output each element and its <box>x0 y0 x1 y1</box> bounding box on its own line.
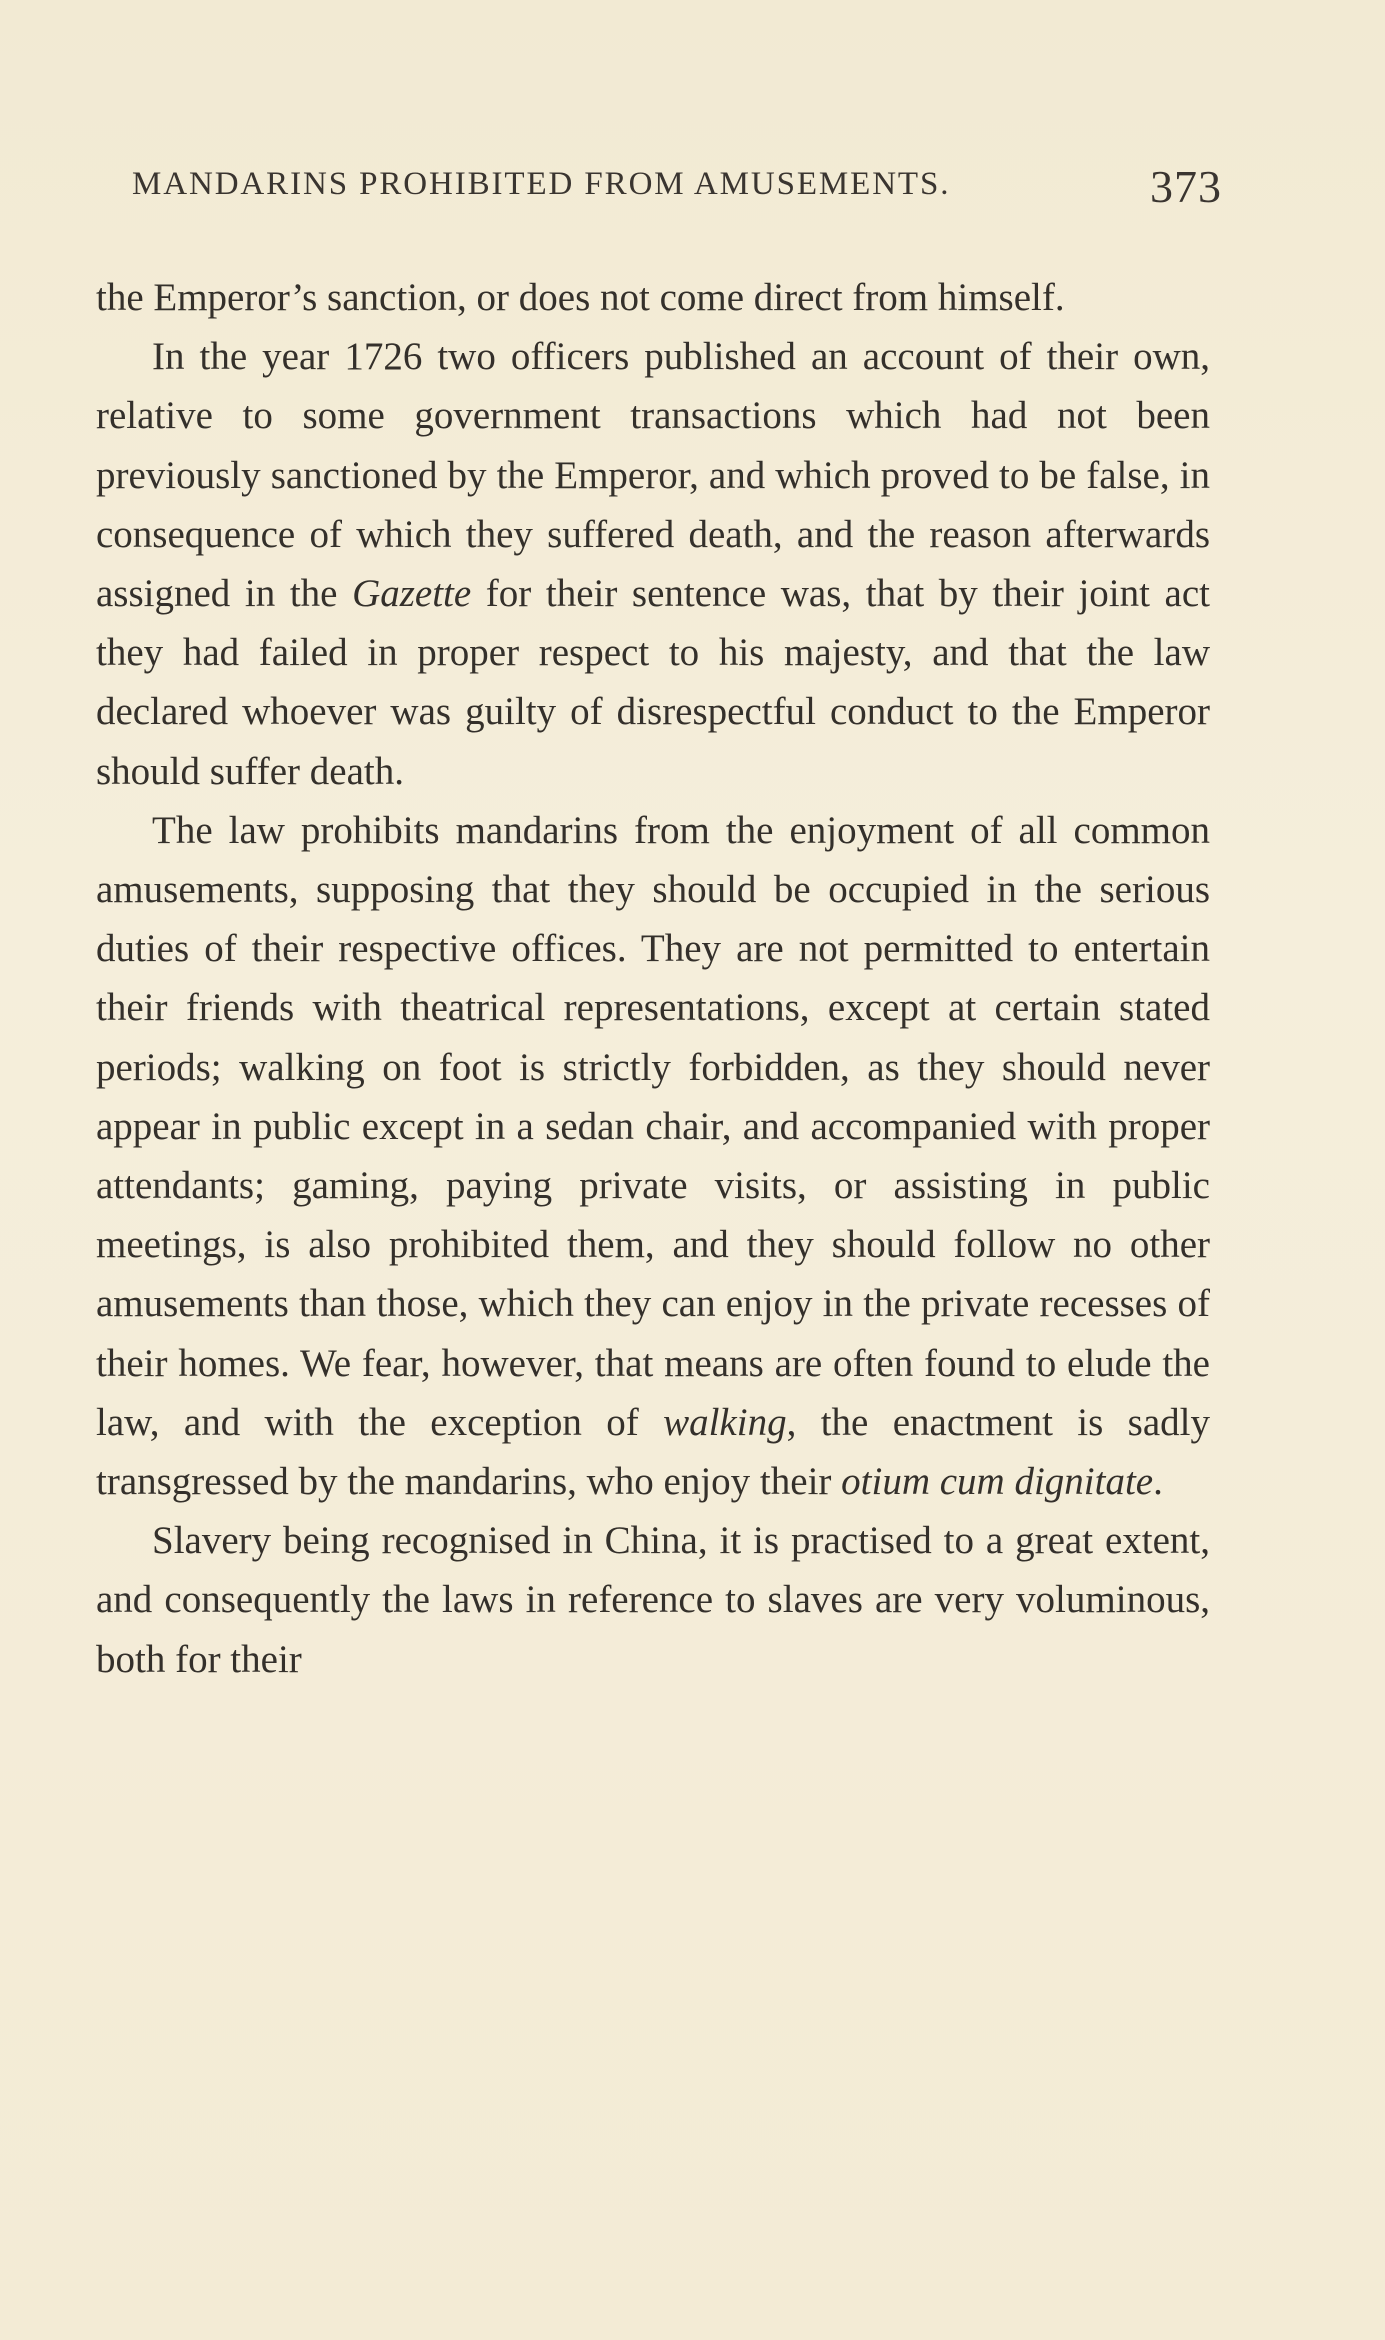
italic-walking: walking <box>663 1400 787 1444</box>
paragraph-text: . <box>1153 1460 1163 1504</box>
page-number: 373 <box>1150 161 1222 212</box>
paragraph-slavery <box>96 1511 1210 1689</box>
body-text <box>96 268 1210 1689</box>
paragraph-text: The law prohibits mandarins from the enjoyment of all common amusements, supposing that they should be occupied in the serious duties of their respective offices. They are not permitted to entertain their friends with theatrical representations, except at certain stated periods; walking on foot is strictly forbidden, as they should never appear in public except in a sedan chair, and accompanied with proper attendants; gaming, paying private visits, or assisting in public meetings, is also prohibited them, and they should follow no other amusements than those, which they can enjoy in the private recesses of their homes. We fear, however, that means are often found to elude the law, and with the exception of <box>96 808 1210 1444</box>
paragraph-1726-officers <box>96 327 1210 801</box>
paragraph-continued <box>96 268 1210 327</box>
paragraph-text: , the enactment is sadly transgressed by the mandarins, who enjoy their <box>96 1400 1210 1504</box>
italic-otium-cum-dignitate: otium cum dignitate <box>841 1460 1154 1504</box>
paragraph-mandarin-amusements <box>96 801 1210 1511</box>
paragraph-text: for their sentence was, that by their joint act they had failed in proper respect to his majesty, and that the law declared whoever was guilty of disrespectful conduct to the Emperor should suffer death. <box>96 572 1210 793</box>
paragraph-text: In the year 1726 two officers published an account of their own, relative to some government transactions which had not been previously sanctioned by the Emperor, and which proved to be false, in consequence of which they suffered death, and the reason afterwards assigned in the <box>96 335 1210 616</box>
paragraph-text: Slavery being recognised in China, it is practised to a great extent, and consequently the laws in reference to slaves are very voluminous, both for their <box>96 1519 1210 1681</box>
running-title: MANDARINS PROHIBITED FROM AMUSEMENTS. <box>132 166 951 202</box>
italic-gazette: Gazette <box>352 572 472 616</box>
paragraph-text: the Emperor’s sanction, or does not come direct from himself. <box>96 276 1065 319</box>
page-header <box>132 160 1222 220</box>
